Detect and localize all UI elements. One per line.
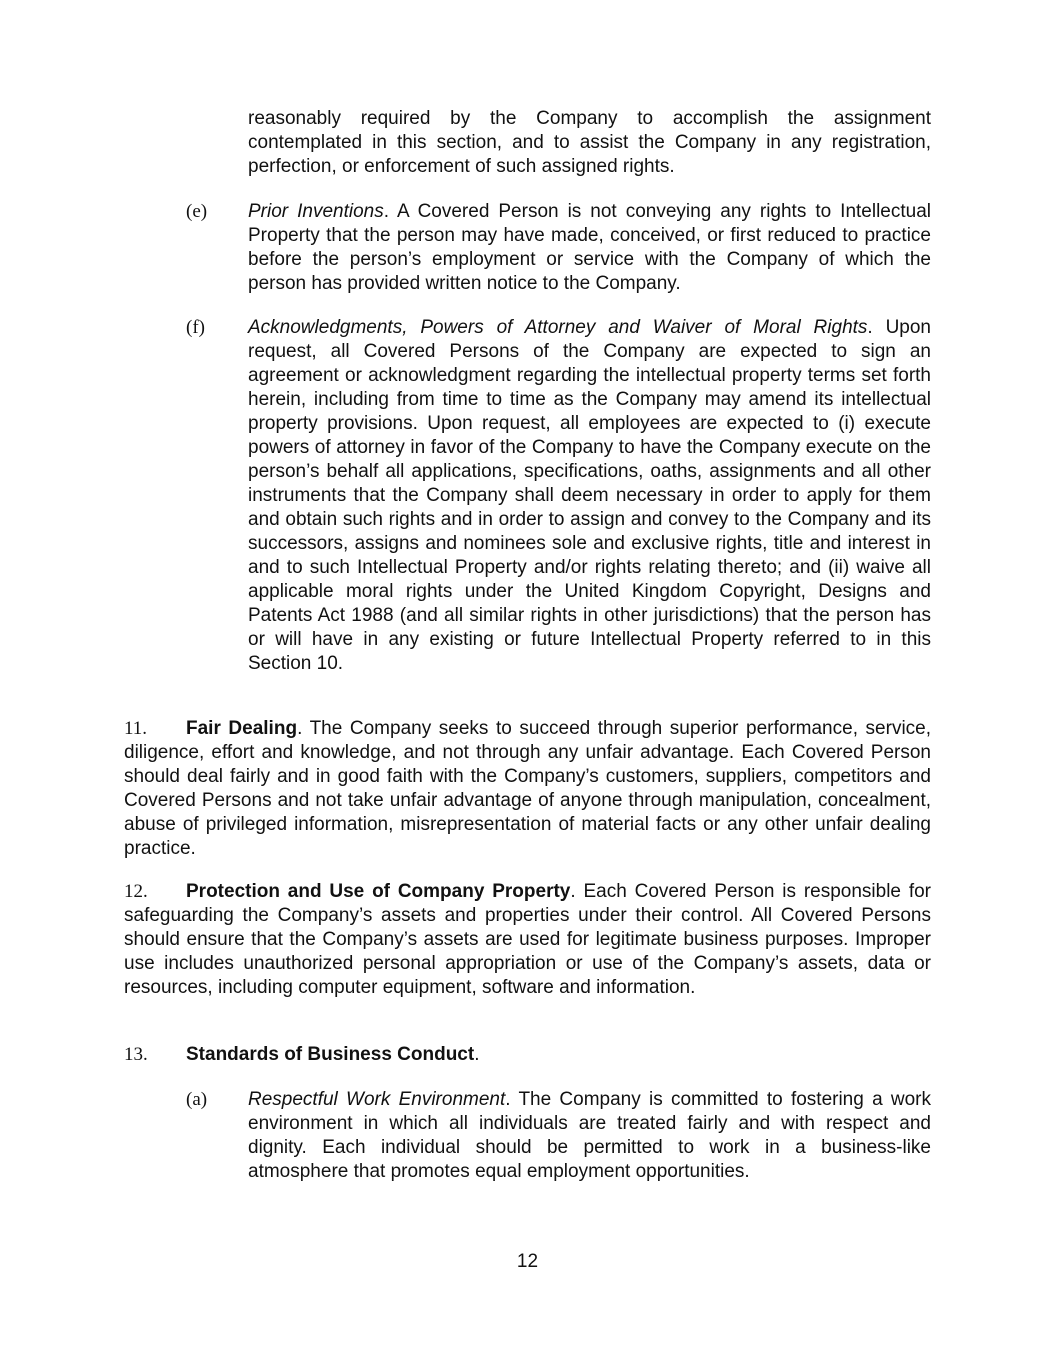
item-13a-heading: Respectful Work Environment: [248, 1089, 506, 1110]
section-12-number: 12.: [124, 881, 148, 902]
item-e-paragraph: [248, 200, 931, 296]
item-f-marker: (f): [186, 317, 205, 338]
section-11-paragraph: [124, 717, 931, 861]
section-13-number: 13.: [124, 1044, 148, 1065]
section-13-paragraph: [124, 1043, 931, 1067]
page-number: 12: [516, 1251, 539, 1272]
section-12-paragraph: [124, 880, 931, 1000]
item-e-marker: (e): [186, 201, 208, 222]
section-13-trailing: .: [474, 1044, 480, 1065]
item-e-text: . A Covered Person is not conveying any rights to Intellectual Property that the person may have made, conceived, or first reduced to practice before the person’s employment or service with the Company of which the person has provided written notice to the Company.: [248, 201, 932, 294]
item-f-paragraph: [248, 316, 931, 676]
section-13-heading: Standards of Business Conduct: [186, 1044, 475, 1065]
item-f-heading: Acknowledgments, Powers of Attorney and Waiver of Moral Rights: [248, 317, 868, 338]
continuation-paragraph: reasonably required by the Company to accomplish the assignment contemplated in this section, and to assist the Company in any registration, perfection, or enforcement of such assigned rights.: [248, 108, 931, 177]
section-11-heading: Fair Dealing: [186, 718, 298, 739]
item-f-text: . Upon request, all Covered Persons of the Company are expected to sign an agreement or acknowledgment regarding the intellectual property terms set forth herein, including from time to time as the Company may amend its intellectual property provisions. Upon request, all employees are expected to (i) execute powers of attorney in favor of the Company to have the Company execute on the person’s behalf all applications, specifications, oaths, assignments and all other instruments that the Company shall deem necessary in order to apply for them and obtain such rights and in order to assign and convey to the Company and its successors, assigns and nominees sole and exclusive rights, title and interest in and to such Intellectual Property and/or rights relating thereto; and (ii) waive all applicable moral rights under the United Kingdom Copyright, Designs and Patents Act 1988 (and all similar rights in other jurisdictions) that the person has or will have in any existing or future Intellectual Property referred to in this Section 10.: [248, 317, 931, 674]
section-11-number: 11.: [124, 718, 148, 739]
section-12-heading: Protection and Use of Company Property: [186, 881, 571, 902]
item-13a-paragraph: [248, 1088, 931, 1184]
section-11-text: . The Company seeks to succeed through superior performance, service, diligence, effort and knowledge, and not through any unfair advantage. Each Covered Person should deal fairly and in good faith with the Company’s customers, suppliers, competitors and Covered Persons and not take unfair advantage of anyone through manipulation, concealment, abuse of privileged information, misrepresentation of material facts or any other unfair dealing practice.: [124, 718, 932, 859]
item-13a-marker: (a): [186, 1089, 208, 1110]
section-12-text: . Each Covered Person is responsible for safeguarding the Company’s assets and properties under their control. All Covered Persons should ensure that the Company’s assets are used for legitimate business purposes. Improper use includes unauthorized personal appropriation or use of the Company’s assets, data or resources, including computer equipment, software and information.: [124, 881, 931, 998]
item-13a-text: . The Company is committed to fostering a work environment in which all individuals are treated fairly and with respect and dignity. Each individual should be permitted to work in a business-like atmosphere that promotes equal employment opportunities.: [248, 1089, 931, 1182]
item-e-heading: Prior Inventions: [248, 201, 384, 222]
